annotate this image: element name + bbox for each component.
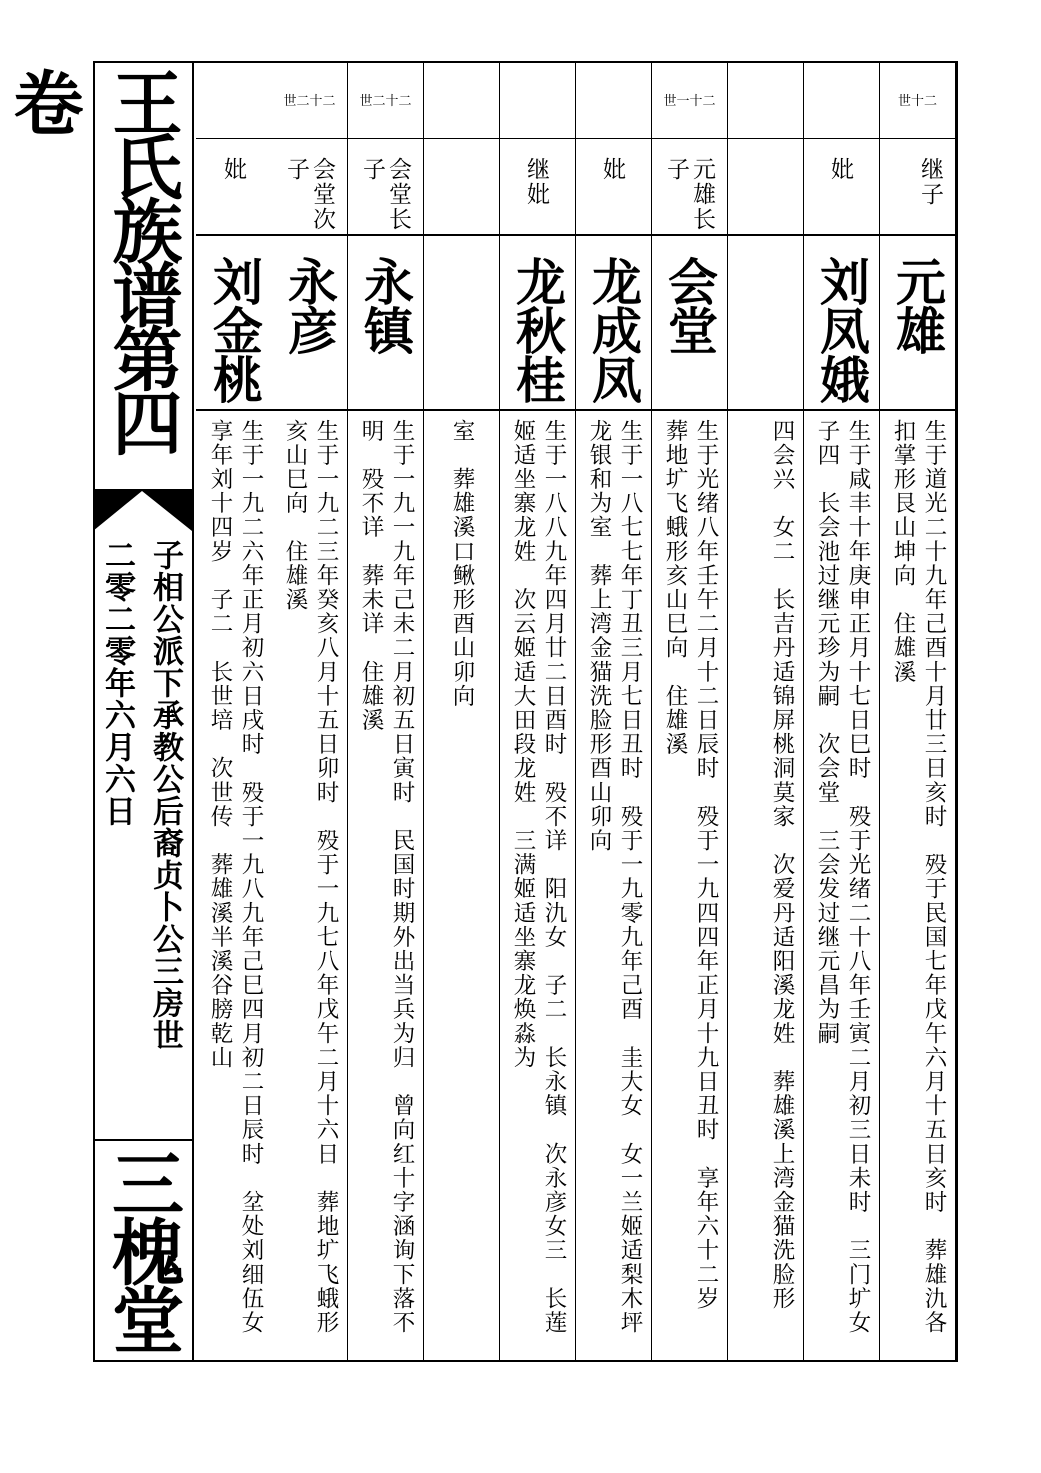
biography-text: 生于一九二三年癸亥八月十五日卯时 殁于一九七八年戊午二月十六日 葬地圹飞蛾形亥山巳向 住雄溪 bbox=[282, 419, 339, 1335]
relation-label: 妣 bbox=[220, 157, 246, 182]
generation-cell bbox=[196, 61, 272, 139]
relation-cell bbox=[728, 139, 803, 236]
generation-cell bbox=[728, 61, 803, 139]
biography-text: 生于光绪八年壬午二月十二日辰时 殁于一九四四年正月十九日丑时 享年六十二岁 葬地圹飞蛾形亥山巳向 住雄溪 bbox=[662, 419, 719, 1335]
title-box bbox=[2, 61, 192, 491]
biography-cell bbox=[804, 413, 879, 1359]
entry-column bbox=[348, 61, 424, 1361]
name-cell bbox=[576, 236, 651, 411]
ribbon-mark bbox=[93, 491, 192, 531]
biography-cell bbox=[728, 413, 803, 1359]
relation-cell bbox=[500, 139, 575, 236]
biography-text: 生于咸丰十年庚申正月十七日巳时 殁于光绪二十八年壬寅二月初三日未时 三门圹女 子四 长会池过继元珍为嗣 次会堂 三会发过继元昌为嗣 bbox=[814, 419, 871, 1359]
relation-cell bbox=[880, 139, 955, 236]
entry-column bbox=[728, 61, 804, 1361]
entry-column bbox=[576, 61, 652, 1361]
relation-cell bbox=[652, 139, 727, 236]
biography-cell bbox=[652, 413, 727, 1359]
relation-cell bbox=[424, 139, 499, 236]
relation-label: 继子 bbox=[917, 157, 943, 207]
hall-name: 三槐堂 bbox=[100, 1147, 185, 1351]
hall-box bbox=[93, 1139, 192, 1359]
biography-text: 生于一九二六年正月初六日戌时 殁于一九八九年己巳四月初二日辰时 坌处刘细伍女 享年刘十四岁 子二 长世培 次世传 葬雄溪半溪谷膀乾山 bbox=[207, 419, 264, 1359]
name-cell bbox=[652, 236, 727, 411]
name-cell bbox=[804, 236, 879, 411]
generation-cell: 世二十二 bbox=[348, 61, 423, 139]
name-cell bbox=[272, 236, 347, 411]
person-name: 刘凤娥 bbox=[812, 256, 871, 403]
name-cell bbox=[500, 236, 575, 411]
name-cell bbox=[196, 236, 272, 411]
generation-cell bbox=[500, 61, 575, 139]
branch-lineage: 子相公派下承教公后裔贞卜公三房世 bbox=[147, 539, 183, 1051]
person-name: 元雄 bbox=[888, 256, 947, 354]
entry-column bbox=[804, 61, 880, 1361]
biography-text: 生于一八八九年四月廿二日酉时 殁不详 阳氿女 子二 长永镇 次永彦女三 长莲姬适坐寨龙姓 次云姬适大田段龙姓 三满姬适坐寨龙焕淼为 bbox=[510, 419, 567, 1335]
biography-text: 室 葬雄溪口鳅形酉山卯向 bbox=[449, 419, 475, 709]
person-name: 刘金桃 bbox=[205, 256, 264, 403]
biography-text: 四会兴 女二 长吉丹适锦屏桃洞莫家 次爱丹适阳溪龙姓 葬雄溪上湾金猫洗脸形 bbox=[769, 419, 795, 1311]
relation-label: 会堂长子 bbox=[359, 157, 411, 232]
person-name: 永彦 bbox=[280, 256, 339, 354]
entry-column bbox=[272, 61, 348, 1361]
relation-cell bbox=[576, 139, 651, 236]
biography-cell bbox=[196, 413, 272, 1359]
biography-cell bbox=[424, 413, 499, 1359]
biography-cell bbox=[272, 413, 347, 1359]
relation-label: 继妣 bbox=[523, 157, 549, 207]
relation-label: 妣 bbox=[599, 157, 625, 182]
name-cell bbox=[728, 236, 803, 411]
person-name: 会堂 bbox=[660, 256, 719, 354]
generation-cell: 世一十二 bbox=[652, 61, 727, 139]
relation-label: 会堂次子 bbox=[283, 157, 335, 232]
biography-text: 生于一八七七年丁丑三月七日丑时 殁于一九零九年己酉 圭大女 女一兰姬适梨木坪龙银和为室 葬上湾金猫洗脸形酉山卯向 bbox=[586, 419, 643, 1335]
person-name: 龙成凤 bbox=[584, 256, 643, 403]
generation-cell: 世二十二 bbox=[272, 61, 347, 139]
biography-cell bbox=[348, 413, 423, 1359]
person-name: 龙秋桂 bbox=[508, 256, 567, 403]
relation-cell bbox=[272, 139, 347, 236]
relation-cell bbox=[804, 139, 879, 236]
biography-text: 生于一九一九年己未二月初五日寅时 民国时期外出当兵为归 曾向红十字涵询下落不明 殁不详 葬未详 住雄溪 bbox=[358, 419, 415, 1335]
relation-cell bbox=[348, 139, 423, 236]
biography-text: 生于道光二十九年己酉十月廿三日亥时 殁于民国七年戊午六月十五日亥时 葬雄氿各扣掌形艮山坤向 住雄溪 bbox=[890, 419, 947, 1335]
biography-cell bbox=[576, 413, 651, 1359]
generation-cell bbox=[804, 61, 879, 139]
person-name: 永镇 bbox=[356, 256, 415, 354]
book-title: 王氏族谱第四卷 bbox=[2, 67, 184, 451]
entry-column bbox=[500, 61, 576, 1361]
entry-column bbox=[880, 61, 956, 1361]
relation-label: 元雄长子 bbox=[663, 157, 715, 232]
generation-cell: 世十二 bbox=[880, 61, 955, 139]
entry-column bbox=[652, 61, 728, 1361]
entry-column bbox=[196, 61, 272, 1361]
relation-label: 妣 bbox=[827, 157, 853, 182]
entry-column bbox=[424, 61, 500, 1361]
generation-cell bbox=[424, 61, 499, 139]
name-cell bbox=[348, 236, 423, 411]
compile-date: 二零二零年六月六日 bbox=[99, 539, 135, 827]
biography-cell bbox=[880, 413, 955, 1359]
name-cell bbox=[880, 236, 955, 411]
generation-cell bbox=[576, 61, 651, 139]
biography-cell bbox=[500, 413, 575, 1359]
spine bbox=[2, 61, 194, 1361]
relation-cell bbox=[196, 139, 272, 236]
name-cell bbox=[424, 236, 499, 411]
